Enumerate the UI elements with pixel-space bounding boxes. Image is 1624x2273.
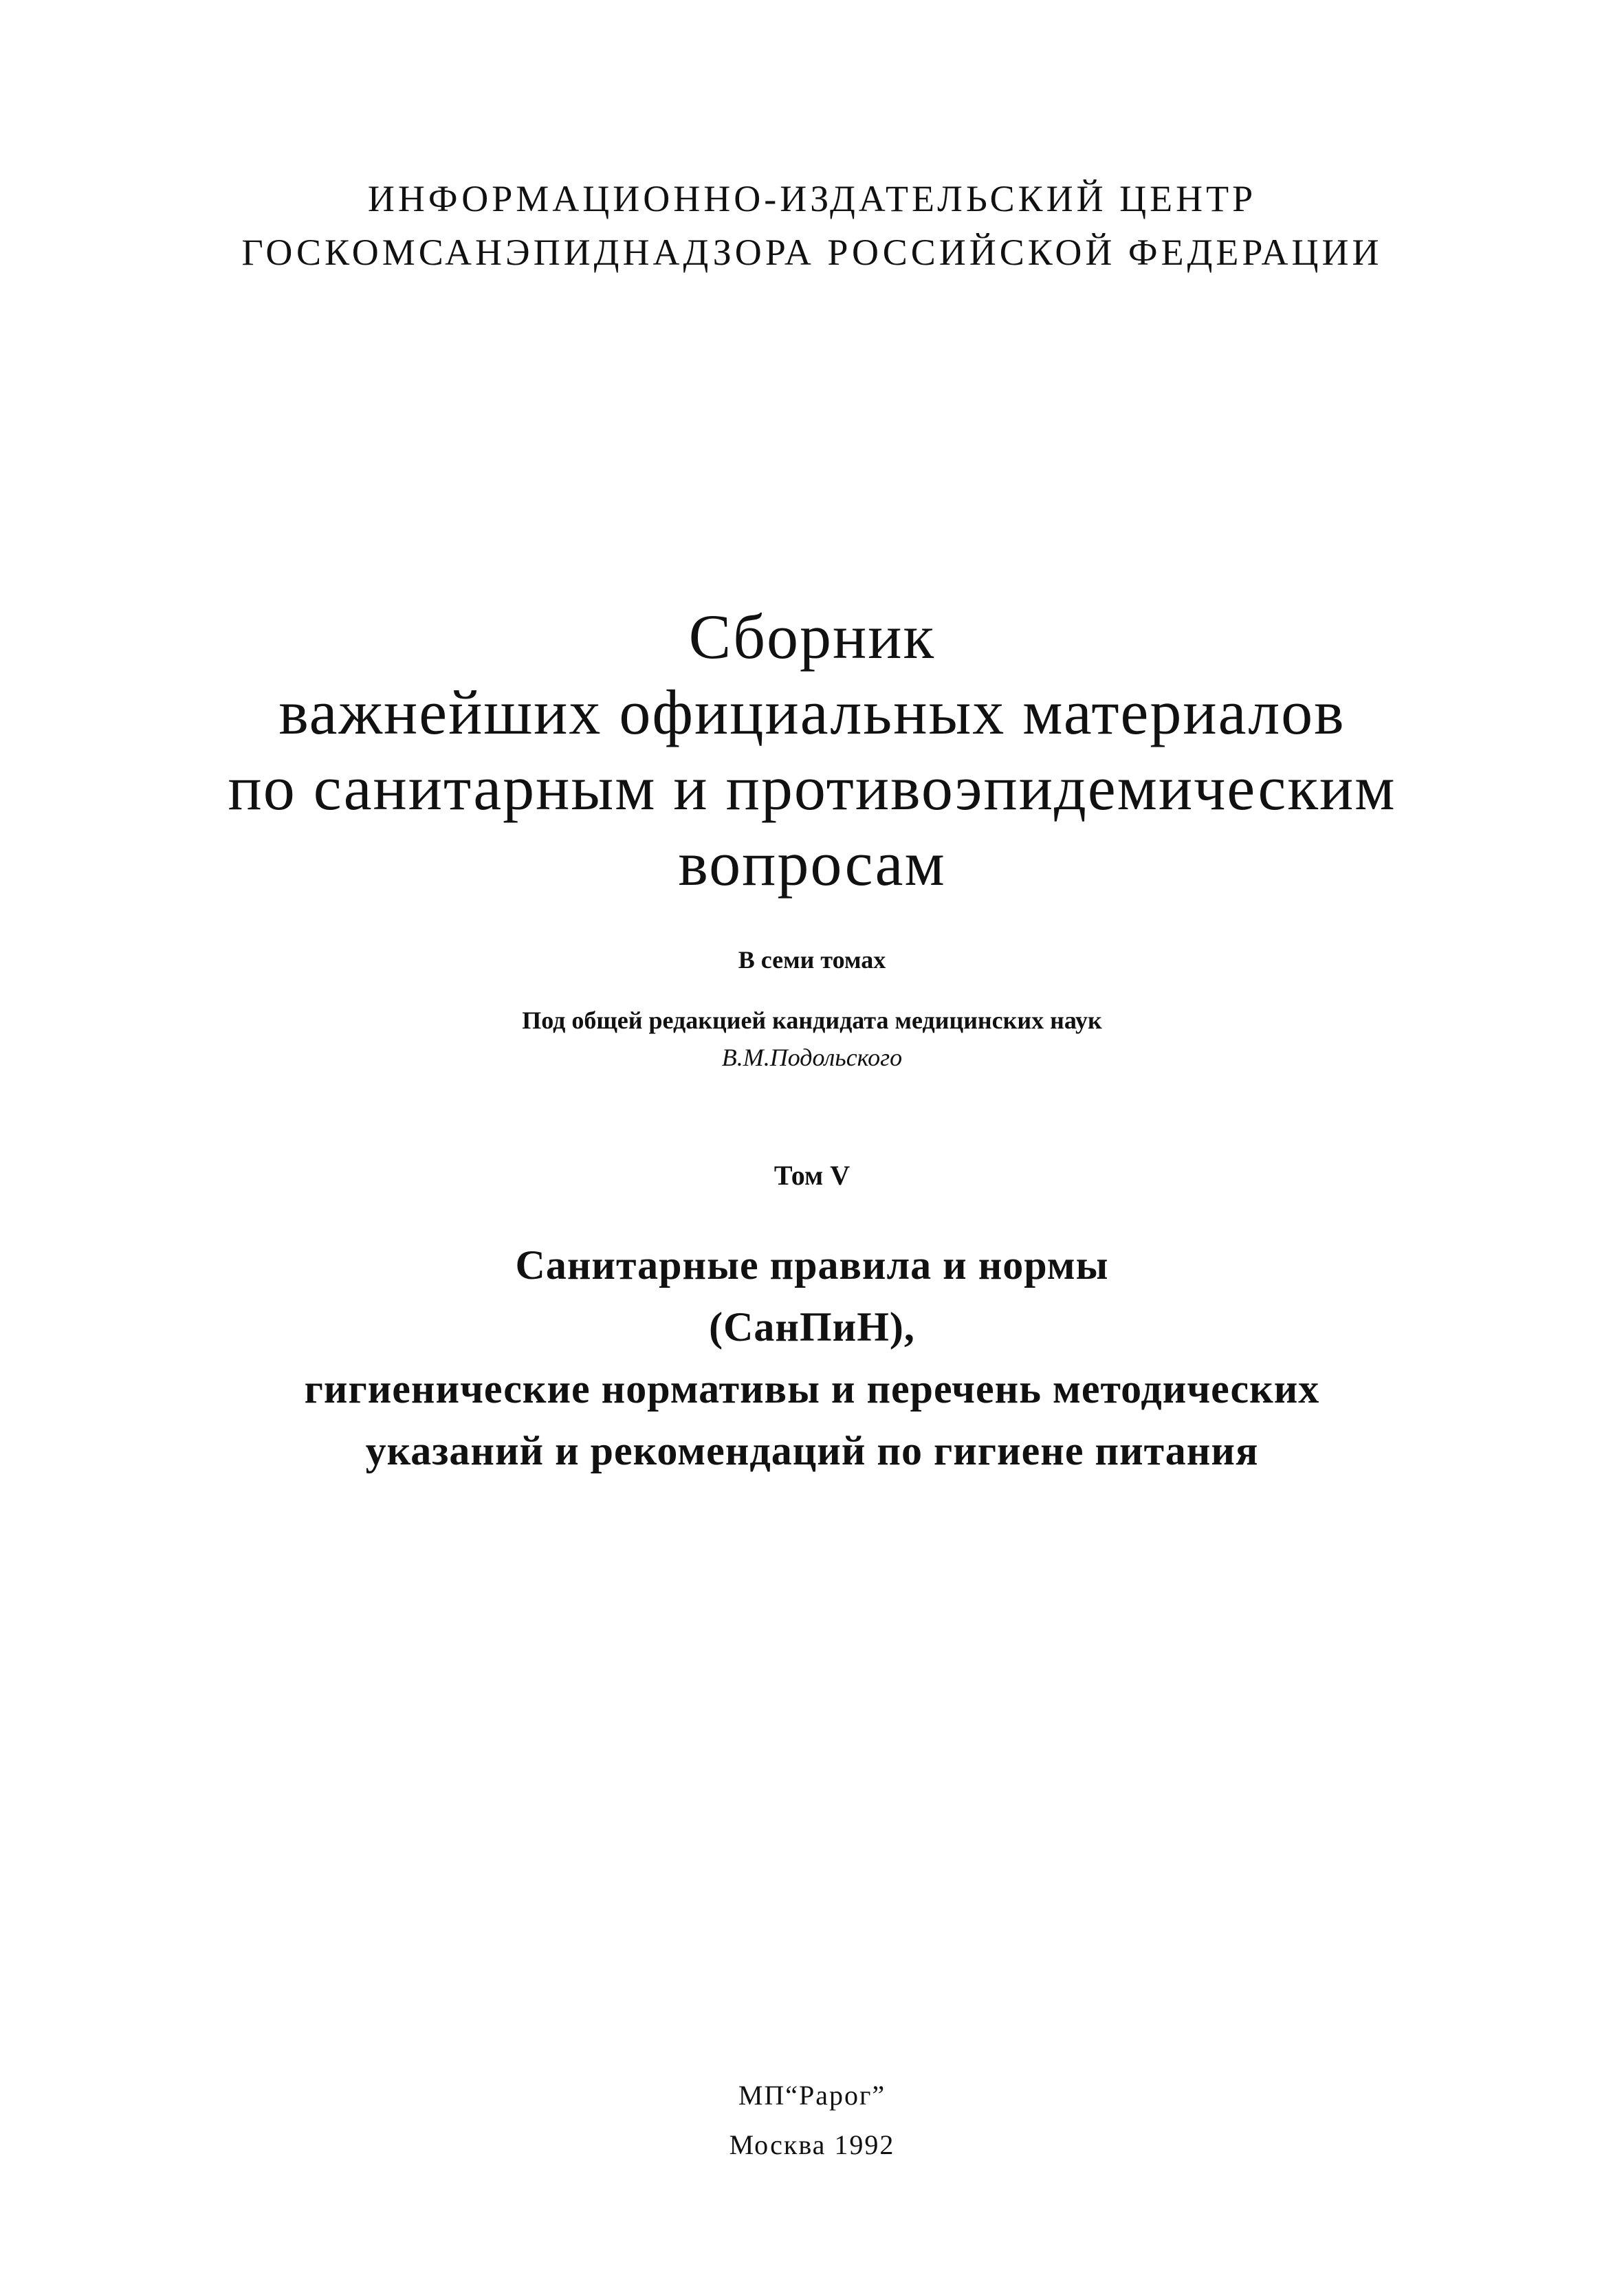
imprint-city-year: Москва 1992 [729, 2129, 895, 2160]
title-line-2: важнейших официальных материалов [278, 677, 1346, 747]
title-line-1: Сборник [688, 602, 936, 672]
title-line-4: вопросам [678, 828, 946, 899]
subtitle-line-4: указаний и рекомендаций по гигиене питания [365, 1428, 1259, 1473]
editor-line: Под общей редакцией кандидата медицинских наук [522, 1007, 1102, 1034]
title-line-3: по санитарным и противоэпидемическим [228, 753, 1396, 823]
volumes-note: В семи томах [738, 946, 886, 974]
subtitle-line-1: Санитарные правила и нормы [515, 1242, 1109, 1288]
subtitle-line-2: (СанПиН), [709, 1304, 915, 1350]
editor-name: В.М.Подольского [721, 1044, 903, 1071]
subtitle-line-3: гигиенические нормативы и перечень методических [304, 1366, 1320, 1412]
imprint-publisher: МП“Рарог” [738, 2080, 886, 2111]
publisher-line-1: ИНФОРМАЦИОННО-ИЗДАТЕЛЬСКИЙ ЦЕНТР [367, 178, 1257, 219]
publisher-line-2: ГОСКОМСАНЭПИДНАДЗОРА РОССИЙСКОЙ ФЕДЕРАЦИИ [241, 232, 1383, 273]
volume-number: Том V [773, 1160, 851, 1191]
